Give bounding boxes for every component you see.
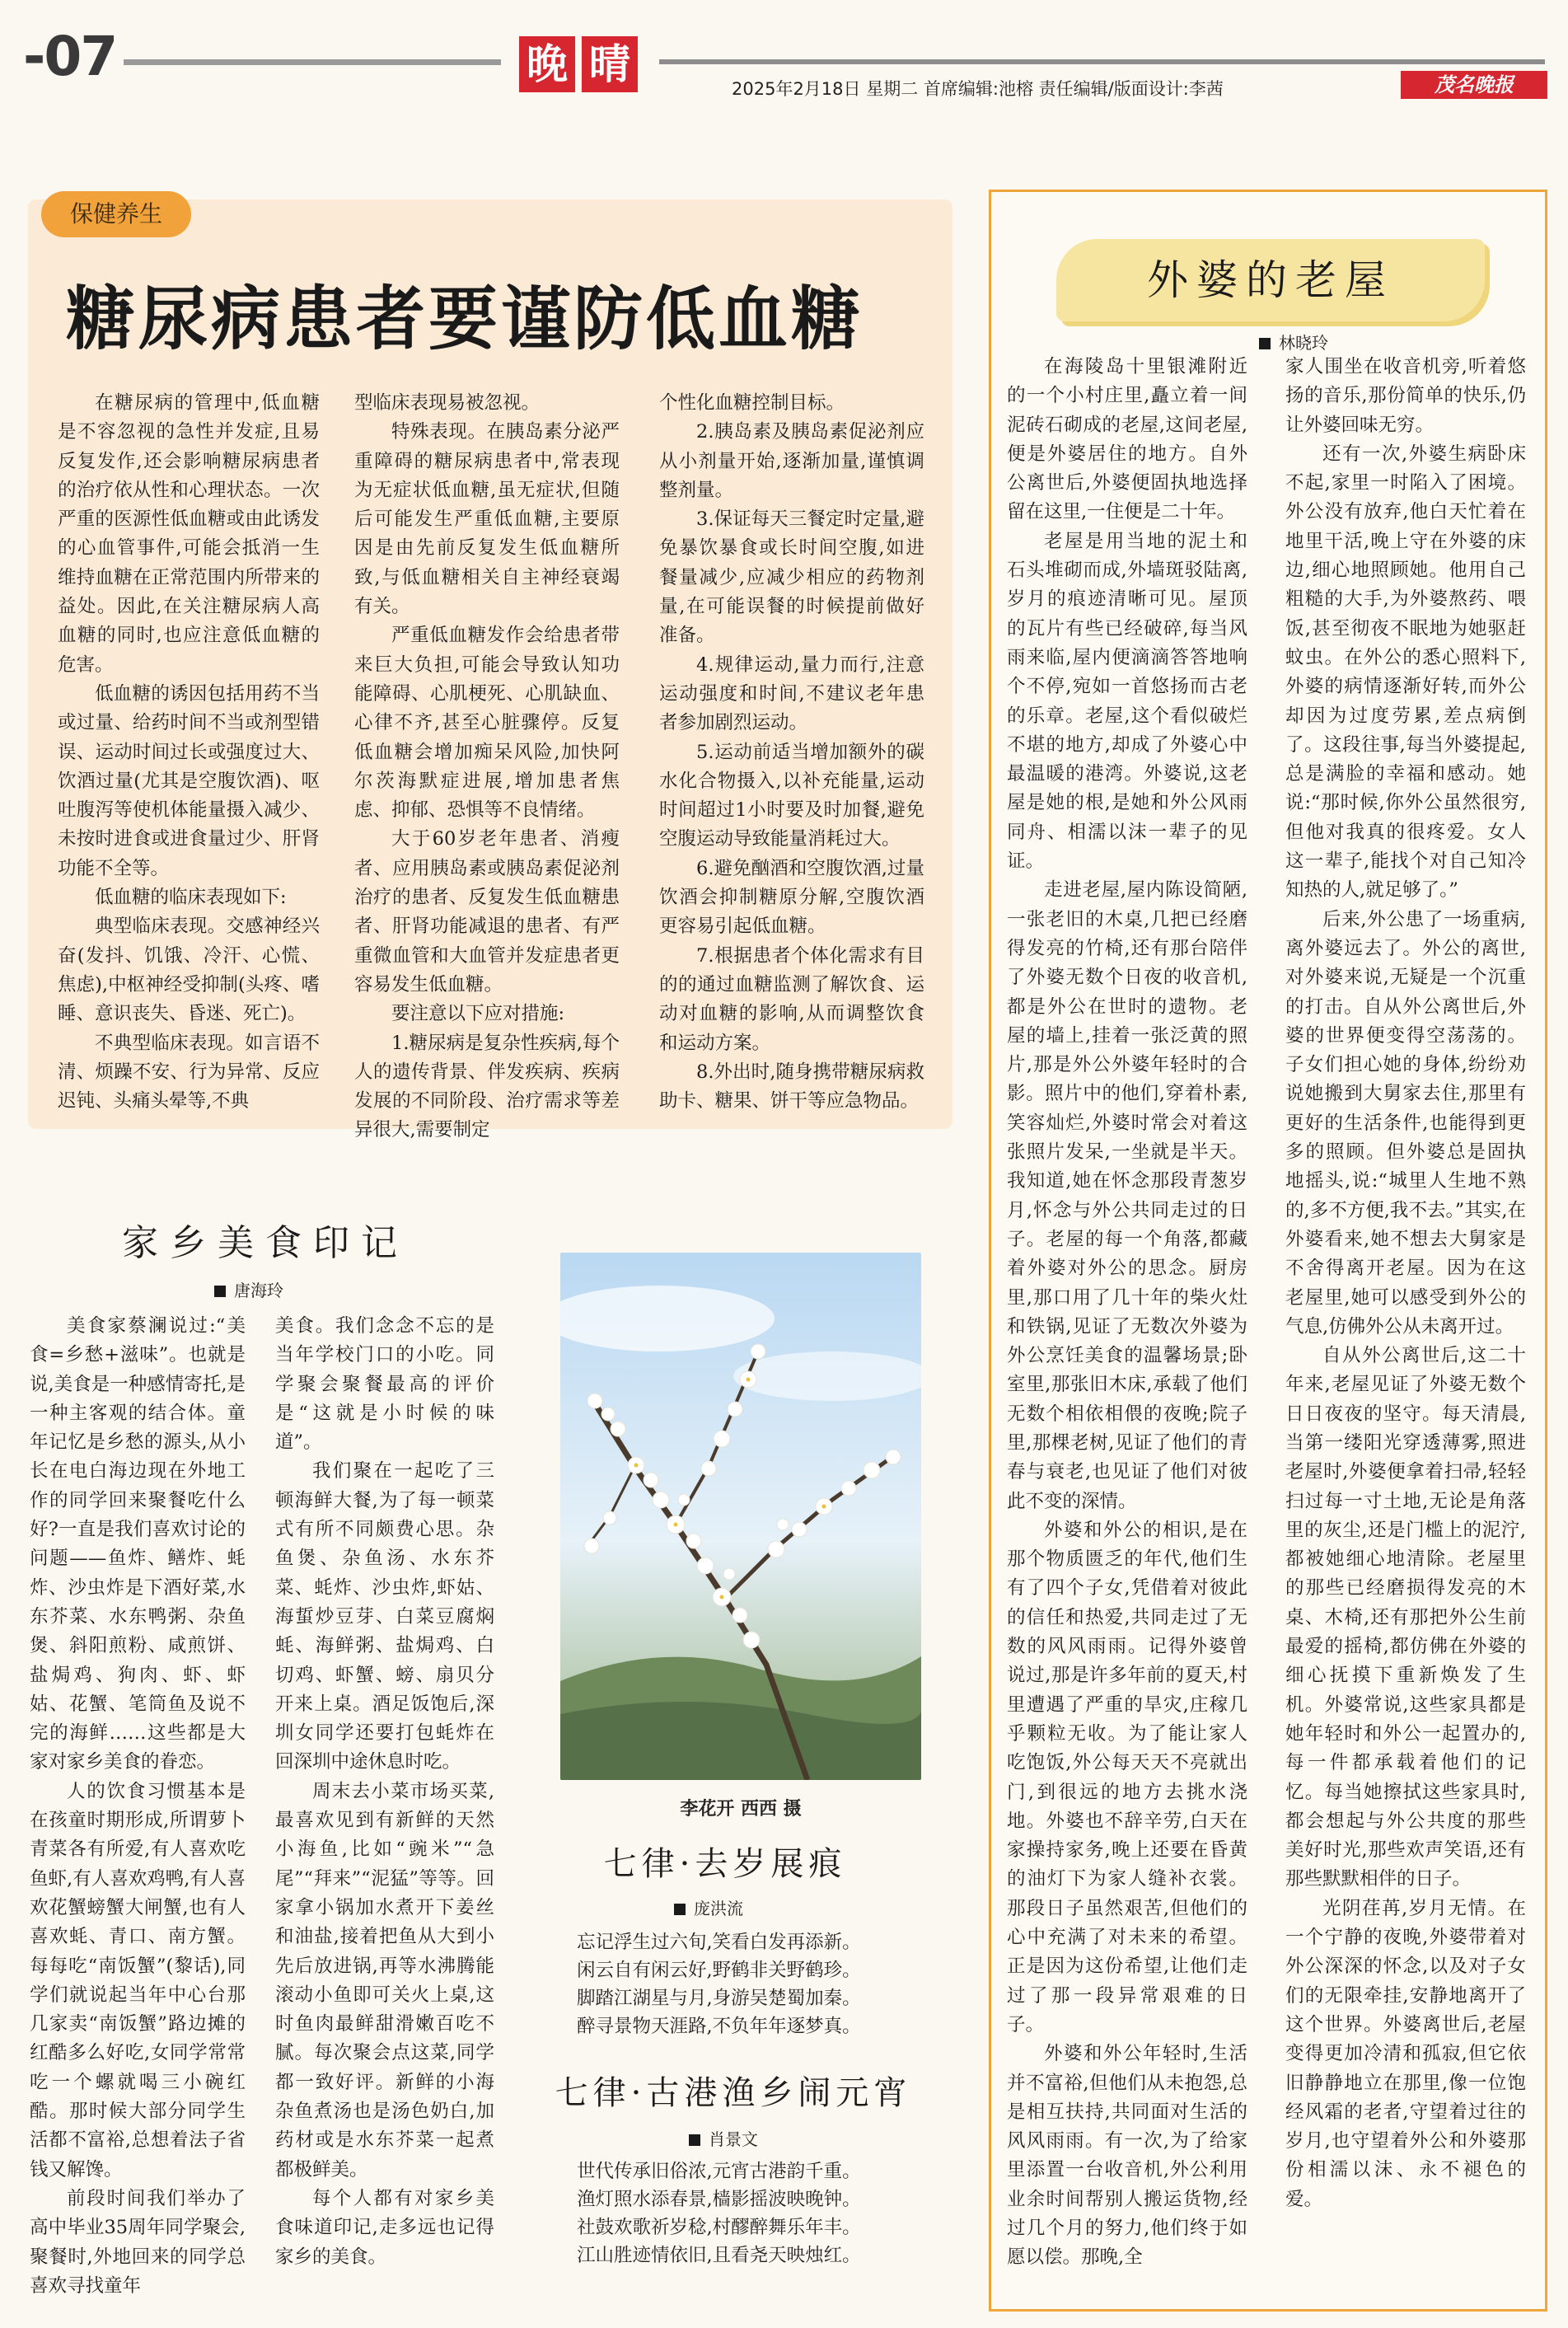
feature-byline	[1259, 330, 1328, 354]
poem-line: 渔灯照水添春景,樯影摇波映晚钟。	[577, 2189, 861, 2210]
paragraph: 低血糖的临床表现如下:	[95, 887, 287, 909]
paragraph: 外婆和外公年轻时,生活并不富裕,但他们从未抱怨,总是相互扶持,共同面对生活的风风雨雨。有一次,为了给家里添置一台收音机,外公利用业余时间帮别人搬运货物,经过几个月的努力,他们终于如愿以偿。那晚,全	[1007, 2043, 1247, 2269]
food-column-1	[30, 1312, 246, 2301]
poem1-byline	[674, 1895, 743, 1919]
poem-line: 脚踏江湖星与月,身游吴楚蜀加秦。	[577, 1988, 861, 2009]
feature-column-2	[1285, 353, 1526, 2214]
poem2-author: 肖景文	[709, 2129, 758, 2149]
paragraph: 要注意以下应对措施:	[391, 1003, 565, 1025]
header-rule-right	[659, 59, 1545, 64]
paragraph: 美食家蔡澜说过:“美食=乡愁+滋味”。也就是说,美食是一种感情寄托,是一种主客观的结合体。童年记忆是乡愁的源头,从小长在电白海边现在外地工作的同学回来聚餐吃什么好?一直是我们喜欢讨论的问题——鱼炸、鳝炸、蚝炸、沙虫炸是下酒好菜,水东芥菜、水东鸭粥、杂鱼煲、斜阳煎粉、咸煎饼、盐焗鸡、狗肉、虾、虾姑、花蟹、笔筒鱼及说不完的海鲜……这些都是大家对家乡美食的眷恋。	[30, 1315, 246, 1773]
paragraph: 5.运动前适当增加额外的碳水化合物摄入,以补充能量,运动时间超过1小时要及时加餐,避免空腹运动导致能量消耗过大。	[659, 741, 924, 850]
poem-line: 社鼓欢歌祈岁稔,村醪醉舞乐年丰。	[577, 2217, 861, 2238]
paragraph: 老屋是用当地的泥土和石头堆砌而成,外墙斑驳陆离,岁月的痕迹清晰可见。屋顶的瓦片有些已经破碎,每当风雨来临,屋内便滴滴答答地响个不停,宛如一首悠扬而古老的乐章。老屋,这个看似破烂不堪的地方,却成了外婆心中最温暖的港湾。外婆说,这老屋是她的根,是她和外公风雨同舟、相濡以沫一辈子的见证。	[1007, 530, 1247, 873]
paragraph: 2.胰岛素及胰岛素促泌剂应从小剂量开始,逐渐加量,谨慎调整剂量。	[659, 421, 924, 501]
poem-line: 忘记浮生过六旬,笑看白发再添新。	[577, 1932, 861, 1953]
paragraph: 不典型临床表现。如言语不清、烦躁不安、行为异常、反应迟钝、头痛头晕等,不典	[58, 1032, 320, 1112]
health-headline: 糖尿病患者要谨防低血糖	[66, 279, 864, 359]
byline-square-icon	[214, 1286, 226, 1297]
paragraph: 大于60岁老年患者、消瘦者、应用胰岛素或胰岛素促泌剂治疗的患者、反复发生低血糖患者、肝肾功能减退的患者、有严重微血管和大血管并发症患者更容易发生低血糖。	[354, 828, 620, 995]
poem-line: 世代传承旧俗浓,元宵古港韵千重。	[577, 2161, 861, 2182]
paragraph: 4.规律运动,量力而行,注意运动强度和时间,不建议老年患者参加剧烈运动。	[659, 653, 924, 734]
poem-line: 闲云自有闲云好,野鹤非关野鹤珍。	[577, 1960, 861, 1981]
paragraph: 后来,外公患了一场重病,离外婆远去了。外公的离世,对外婆来说,无疑是一个沉重的打击。自从外公离世后,外婆的世界便变得空荡荡的。子女们担心她的身体,纷纷劝说她搬到大舅家去住,那里有更好的生活条件,也能得到更多的照顾。但外婆总是固执地摇头,说:“城里人生地不熟的,多不方便,我不去。”其实,在外婆看来,她不想去大舅家是不舍得离开老屋。因为在这老屋里,她可以感受到外公的气息,仿佛外公从未离开过。	[1285, 908, 1526, 1337]
health-column-3	[659, 389, 924, 1116]
byline-square-icon	[1259, 338, 1271, 349]
food-byline	[214, 1277, 283, 1301]
paragraph: 个性化血糖控制目标。	[659, 392, 845, 414]
paragraph: 美食。我们念念不忘的是当年学校门口的小吃。同学聚会聚餐最高的评价是“这就是小时候的味道”。	[275, 1315, 494, 1454]
food-column-2	[275, 1312, 494, 2272]
masthead-char-2: 晴	[582, 36, 638, 92]
paragraph: 家人围坐在收音机旁,听着悠扬的音乐,那份简单的快乐,仍让外婆回味无穷。	[1285, 356, 1526, 436]
paragraph: 8.外出时,随身携带糖尿病救助卡、糖果、饼干等应急物品。	[659, 1061, 924, 1112]
feature-author: 林晓玲	[1279, 333, 1328, 353]
paragraph: 型临床表现易被忽视。	[354, 392, 541, 414]
food-author: 唐海玲	[234, 1281, 283, 1300]
page-number: -07	[23, 25, 117, 88]
paragraph: 低血糖的诱因包括用药不当或过量、给药时间不当或剂型错误、运动时间过长或强度过大、饮酒过量(尤其是空腹饮酒)、呕吐腹泻等使机体能量摄入减少、未按时进食或进食量过少、肝肾功能不全等。	[58, 682, 320, 879]
newspaper-logo: 茂名晚报	[1401, 71, 1547, 99]
poem1-body	[577, 1928, 939, 2040]
paragraph: 特殊表现。在胰岛素分泌严重障碍的糖尿病患者中,常表现为无症状低血糖,虽无症状,但随后可能发生严重低血糖,主要原因是由先前反复发生低血糖所致,与低血糖相关自主神经衰竭有关。	[354, 421, 620, 618]
poem2-byline	[689, 2126, 758, 2150]
feature-column-1	[1007, 353, 1247, 2273]
paragraph: 前段时间我们举办了高中毕业35周年同学聚会,聚餐时,外地回来的同学总喜欢寻找童年	[30, 2187, 246, 2297]
masthead-char-1: 晚	[519, 36, 575, 92]
paragraph: 外婆和外公的相识,是在那个物质匮乏的年代,他们生有了四个子女,凭借着对彼此的信任和热爱,共同走过了无数的风风雨雨。记得外婆曾说过,那是许多年前的夏天,村里遭遇了严重的旱灾,庄稼几乎颗粒无收。为了能让家人吃饱饭,外公每天天不亮就出门,到很远的地方去挑水浇地。外婆也不辞辛劳,白天在家操持家务,晚上还要在昏黄的油灯下为家人缝补衣裳。那段日子虽然艰苦,但他们的心中充满了对未来的希望。正是因为这份希望,让他们走过了那一段异常艰难的日子。	[1007, 1519, 1247, 2035]
paragraph: 我们聚在一起吃了三顿海鲜大餐,为了每一顿菜式有所不同颇费心思。杂鱼煲、杂鱼汤、水东芥菜、蚝炸、沙虫炸,虾姑、海蜇炒豆芽、白菜豆腐焖蚝、海鲜粥、盐焗鸡、白切鸡、虾蟹、螃、扇贝分开来上桌。酒足饭饱后,深圳女同学还要打包蚝炸在回深圳中途休息时吃。	[275, 1460, 494, 1773]
poem-line: 醉寻景物天涯路,不负年年逐梦真。	[577, 2016, 861, 2037]
poem1-author: 庞洪流	[694, 1899, 743, 1918]
paragraph: 自从外公离世后,这二十年来,老屋见证了外婆无数个日日夜夜的坚守。每天清晨,当第一缕阳光穿透薄雾,照进老屋时,外婆便拿着扫帚,轻轻扫过每一寸土地,无论是角落里的灰尘,还是门槛上的泥泞,都被她细心地清除。老屋里的那些已经磨损得发亮的木桌、木椅,还有那把外公生前最爱的摇椅,都仿佛在外婆的细心抚摸下重新焕发了生机。外婆常说,这些家具都是她年轻时和外公一起置办的,每一件都承载着他们的记忆。每当她擦拭这些家具时,都会想起与外公共度的那些美好时光,那些欢声笑语,还有那些默默相伴的日子。	[1285, 1345, 1526, 1890]
paragraph: 3.保证每天三餐定时定量,避免暴饮暴食或长时间空腹,如进餐量减少,应减少相应的药物剂量,在可能误餐的时候提前做好准备。	[659, 508, 924, 647]
paragraph: 走进老屋,屋内陈设简陋,一张老旧的木桌,几把已经磨得发亮的竹椅,还有那台陪伴了外婆无数个日夜的收音机,都是外公在世时的遗物。老屋的墙上,挂着一张泛黄的照片,那是外公外婆年轻时的合影。照片中的他们,穿着朴素,笑容灿烂,外婆时常会对着这张照片发呆,一坐就是半天。我知道,她在怀念那段青葱岁月,怀念与外公共同走过的日子。老屋的每一个角落,都藏着外婆对外公的思念。厨房里,那口用了几十年的柴火灶和铁锅,见证了无数次外婆为外公烹饪美食的温馨场景;卧室里,那张旧木床,承载了他们无数个相依相偎的夜晚;院子里,那棵老树,见证了他们的青春与衰老,也见证了他们对彼此不变的深情。	[1007, 879, 1247, 1512]
poem2-body	[577, 2157, 939, 2269]
blossom-illustration	[560, 1253, 921, 1780]
poem1-title: 七律·去岁展痕	[603, 1845, 847, 1883]
feature-title: 外婆的老屋	[1147, 256, 1394, 304]
paragraph: 周末去小菜市场买菜,最喜欢见到有新鲜的天然小海鱼,比如“豌米”“急尾”“拜来”“泥猛”等等。回家拿小锅加水煮开下姜丝和油盐,接着把鱼从大到小先后放进锅,再等水沸腾能滚动小鱼即可关火上桌,这时鱼肉最鲜甜滑嫩百吃不腻。每次聚会点这菜,同学都一致好评。新鲜的小海杂鱼煮汤也是汤色奶白,加药材或是水东芥菜一起煮都极鲜美。	[275, 1780, 494, 2180]
header-rule-left	[124, 59, 501, 65]
section-tag: 保健养生	[41, 191, 191, 237]
paragraph: 在糖尿病的管理中,低血糖是不容忽视的急性并发症,且易反复发作,还会影响糖尿病患者的治疗依从性和心理状态。一次严重的医源性低血糖或由此诱发的心血管事件,可能会抵消一生维持血糖在正常范围内所带来的益处。因此,在关注糖尿病人高血糖的同时,也应注意低血糖的危害。	[58, 392, 320, 676]
dateline: 2025年2月18日 星期二 首席编辑:池榕 责任编辑/版面设计:李茜	[732, 79, 1224, 99]
paragraph: 人的饮食习惯基本是在孩童时期形成,所谓萝卜青菜各有所爱,有人喜欢吃鱼虾,有人喜欢鸡鸭,有人喜欢花蟹螃蟹大闸蟹,也有人喜欢蚝、青口、南方蟹。每每吃“南饭蟹”(黎话),同学们就说起当年中心台那几家卖“南饭蟹”路边摊的红酷多么好吃,女同学常常吃一个螺就喝三小碗红酷。那时候大部分同学生活都不富裕,总想着法子省钱又解馋。	[30, 1780, 246, 2180]
health-column-2	[354, 389, 620, 1145]
poem2-title: 七律·古港渔乡闹元宵	[555, 2074, 912, 2112]
paragraph: 典型临床表现。交感神经兴奋(发抖、饥饿、冷汗、心慌、焦虑),中枢神经受抑制(头疼、嗜睡、意识丧失、昏迷、死亡)。	[58, 916, 320, 1025]
byline-square-icon	[674, 1904, 686, 1915]
paragraph: 在海陵岛十里银滩附近的一个小村庄里,矗立着一间泥砖石砌成的老屋,这间老屋,便是外婆居住的地方。自外公离世后,外婆便固执地选择留在这里,一住便是二十年。	[1007, 356, 1247, 523]
paragraph: 光阴荏苒,岁月无情。在一个宁静的夜晚,外婆带着对外公深深的怀念,以及对子女们的无限牵挂,安静地离开了这个世界。外婆离世后,老屋变得更加冷清和孤寂,但它依旧静静地立在那里,像一位饱经风霜的老者,守望着过往的岁月,也守望着外公和外婆那份相濡以沫、永不褪色的爱。	[1285, 1897, 1526, 2210]
masthead	[519, 36, 638, 92]
health-column-1	[58, 389, 320, 1116]
paragraph: 6.避免酗酒和空腹饮酒,过量饮酒会抑制糖原分解,空腹饮酒更容易引起低血糖。	[659, 857, 924, 938]
plum-blossom-photo	[560, 1253, 921, 1780]
poem-line: 江山胜迹情依旧,且看尧天映烛红。	[577, 2245, 861, 2266]
paragraph: 7.根据患者个体化需求有目的的通过血糖监测了解饮食、运动对血糖的影响,从而调整饮食和运动方案。	[659, 944, 924, 1054]
paragraph: 还有一次,外婆生病卧床不起,家里一时陷入了困境。外公没有放弃,他白天忙着在地里干活,晚上守在外婆的床边,细心地照顾她。他用自己粗糙的大手,为外婆熬药、喂饭,甚至彻夜不眠地为她驱赶蚊虫。在外公的悉心照料下,外婆的病情逐渐好转,而外公却因为过度劳累,差点病倒了。这段往事,每当外婆提起,总是满脸的幸福和感动。她说:“那时候,你外公虽然很穷,但他对我真的很疼爱。女人这一辈子,能找个对自己知冷知热的人,就足够了。”	[1285, 443, 1526, 902]
food-article-title: 家乡美食印记	[122, 1222, 409, 1264]
photo-caption: 李花开 西西 摄	[680, 1799, 802, 1820]
byline-square-icon	[689, 2134, 700, 2146]
paragraph: 每个人都有对家乡美食味道印记,走多远也记得家乡的美食。	[275, 2187, 494, 2268]
paragraph: 1.糖尿病是复杂性疾病,每个人的遗传背景、伴发疾病、疾病发展的不同阶段、治疗需求等差异很大,需要制定	[354, 1032, 620, 1141]
paragraph: 严重低血糖发作会给患者带来巨大负担,可能会导致认知功能障碍、心肌梗死、心肌缺血、心律不齐,甚至心脏骤停。反复低血糖会增加痴呆风险,加快阿尔茨海默症进展,增加患者焦虑、抑郁、恐惧等不良情绪。	[354, 625, 620, 822]
